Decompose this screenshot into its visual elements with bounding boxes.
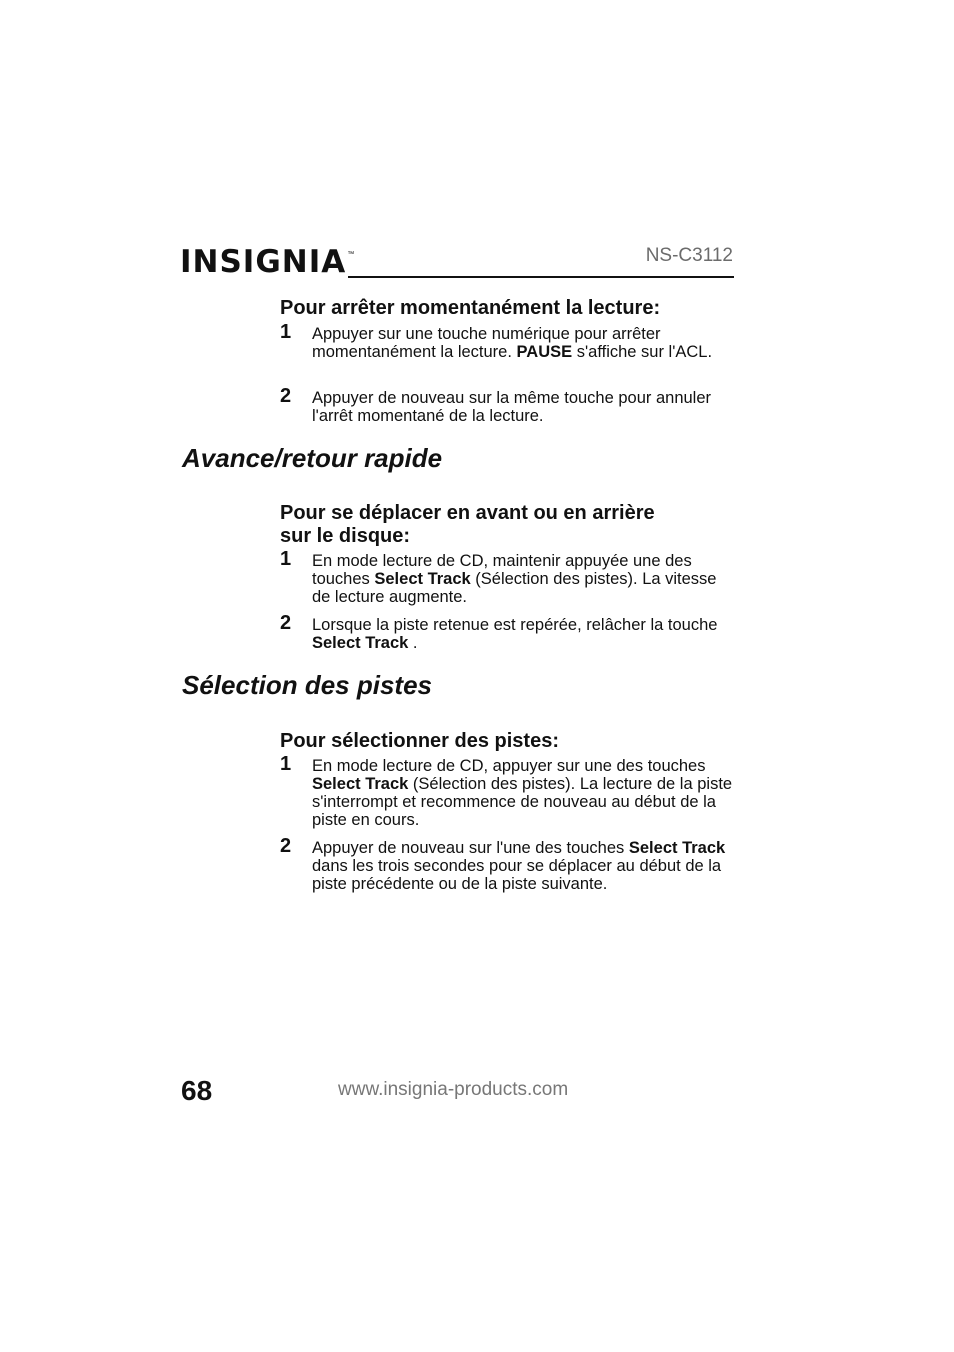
model-number: NS-C3112: [645, 245, 733, 266]
step-seek-1: [280, 548, 740, 606]
step-select-2: [280, 835, 740, 893]
heading-track-selection: Sélection des pistes: [182, 670, 432, 700]
page-number: 68: [181, 1075, 213, 1106]
logo-text: INSIGNIA: [180, 243, 347, 280]
step-number: 1: [280, 321, 292, 343]
subheading-pause: Pour arrêter momentanément la lecture:: [280, 297, 661, 319]
step-number: 1: [280, 753, 292, 775]
website-url: www.insignia-products.com: [338, 1079, 569, 1100]
insignia-logo: [180, 240, 354, 284]
step-text: Appuyer de nouveau sur l'une des touches Select Track dans les trois secondes pour se déplacer au début de la piste précédente ou de la piste suivante.: [312, 839, 726, 893]
heading-fast-forward: Avance/retour rapide: [182, 443, 443, 473]
step-pause-1: [280, 321, 740, 361]
step-seek-2: [280, 612, 740, 652]
subheading-select-tracks: Pour sélectionner des pistes:: [280, 730, 559, 752]
step-pause-2: [280, 385, 740, 425]
logo-trademark: ™: [347, 250, 355, 258]
header-rule: [348, 276, 734, 278]
step-number: 2: [280, 385, 292, 407]
step-select-1: [280, 753, 740, 829]
step-text: Appuyer de nouveau sur la même touche pour annuler l'arrêt momentané de la lecture.: [312, 389, 712, 425]
subheading-seek: Pour se déplacer en avant ou en arrière sur le disque:: [280, 502, 655, 547]
step-text: En mode lecture de CD, appuyer sur une des touches Select Track (Sélection des pistes). La lecture de la piste s'interrompt et recommence de nouveau au début de la piste en cours.: [312, 757, 733, 829]
step-text: En mode lecture de CD, maintenir appuyée une des touches Select Track (Sélection des pistes). La vitesse de lecture augmente.: [312, 552, 717, 606]
step-number: 1: [280, 548, 292, 570]
step-number: 2: [280, 835, 292, 857]
step-text: Appuyer sur une touche numérique pour arrêter momentanément la lecture. PAUSE s'affiche sur l'ACL.: [312, 325, 713, 361]
step-text: Lorsque la piste retenue est repérée, relâcher la touche Select Track .: [312, 616, 718, 652]
step-number: 2: [280, 612, 292, 634]
